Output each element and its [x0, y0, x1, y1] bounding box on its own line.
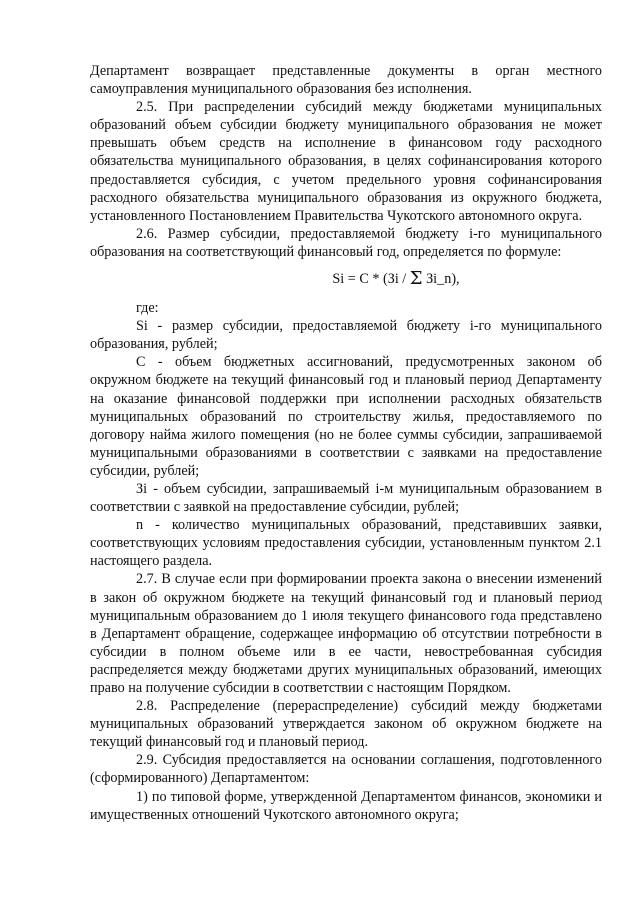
paragraph-2-5: 2.5. При распределении субсидий между бюджетами муниципальных образований объем субсидии бюджету муниципального образования не может превышать объем средств на исполнение в финансовом году расходного обязательства муниципального образования, в целях софинансирования которого предоставляется субсидия, с учетом предельного уровня софинансирования расходного обязательства муниципального образования из окружного бюджета, установленного Постановлением Правительства Чукотского автономного округа.: [90, 99, 602, 224]
formula-left: Si = C * (Зi /: [332, 271, 410, 288]
paragraph-si: Si - размер субсидии, предоставляемой бюджету i-го муниципального образования, рублей;: [90, 318, 602, 353]
sigma-symbol: Σ: [409, 268, 423, 290]
text-block-before-formula: [90, 62, 602, 261]
subsidy-formula: [90, 269, 602, 289]
paragraph-where: где:: [136, 300, 159, 317]
text-block-after-formula: [90, 299, 602, 824]
paragraph-1: 1) по типовой форме, утвержденной Департаментом финансов, экономики и имущественных отношений Чукотского автономного округа;: [90, 788, 602, 823]
paragraph-2-8: 2.8. Распределение (перераспределение) субсидий между бюджетами муниципальных образований утверждается законом об окружном бюджете на текущий финансовый год и плановый период.: [90, 698, 602, 751]
formula-right: Зi_n),: [422, 271, 460, 288]
document-page: [90, 62, 602, 824]
paragraph-2-7: 2.7. В случае если при формировании проекта закона о внесении изменений в закон об окружном бюджете на текущий финансовый год и плановый период муниципальным образованием до 1 июля текущего финансового года представлено в Департамент обращение, содержащее информацию об отсутствии потребности в субсидии в полном объеме или в ее части, невостребованная субсидия распределяется между бюджетами других муниципальных образований, имеющих право на получение субсидии в соответствии с настоящим Порядком.: [90, 571, 602, 696]
paragraph-zi: Зi - объем субсидии, запрашиваемый i-м муниципальным образованием в соответствии с заявкой на предоставление субсидии, рублей;: [90, 480, 602, 516]
paragraph-2-9: 2.9. Субсидия предоставляется на основании соглашения, подготовленного (сформированного) Департаментом:: [90, 752, 602, 787]
paragraph-c: С - объем бюджетных ассигнований, предусмотренных законом об окружном бюджете на текущий финансовый год и плановый период Департаменту на оказание финансовой поддержки при исполнении расходных обязательств муниципальных образований по строительству жилья, предоставляемого по договору найма жилого помещения (но не более суммы субсидии, запрашиваемой муниципальными образованиями в соответствии с заявками на предоставление субсидии, рублей;: [90, 354, 602, 479]
paragraph-return: Департамент возвращает представленные документы в орган местного самоуправления муниципального образования без исполнения.: [90, 63, 602, 98]
paragraph-n: n - количество муниципальных образований, представивших заявки, соответствующих условиям предоставления субсидии, установленным пунктом 2.1 настоящего раздела.: [90, 517, 602, 570]
paragraph-2-6: 2.6. Размер субсидии, предоставляемой бюджету i-го муниципального образования на соответствующий финансовый год, определяется по формуле:: [90, 225, 602, 260]
